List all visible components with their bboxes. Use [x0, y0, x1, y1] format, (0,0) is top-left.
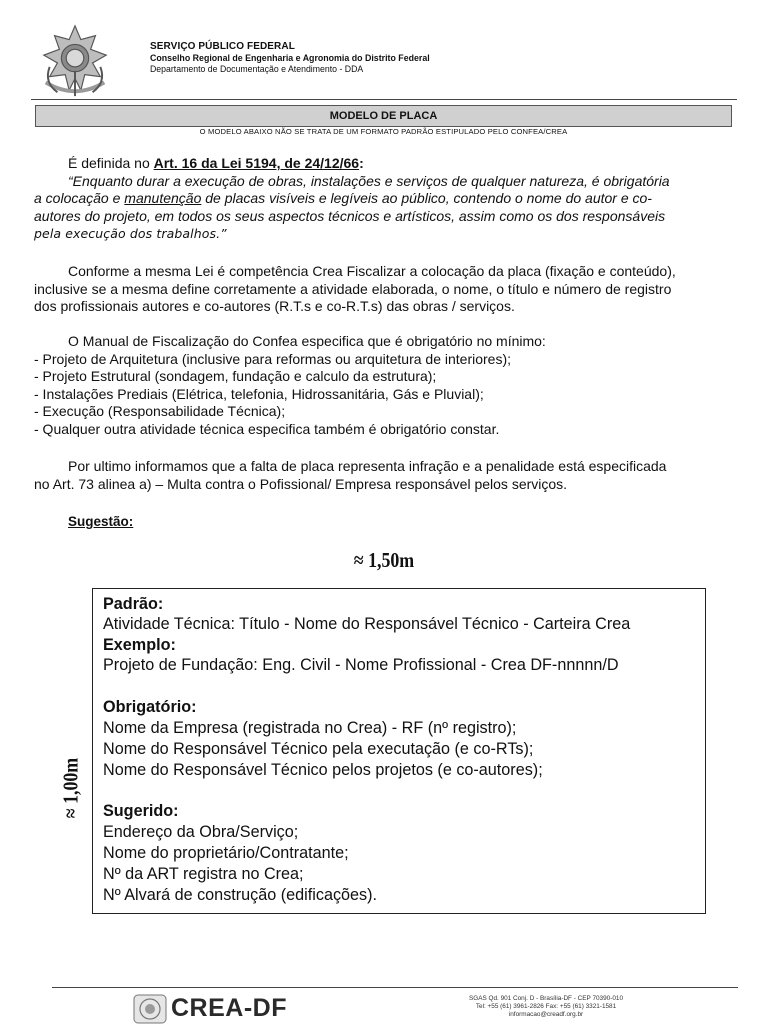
intro-lead: É definida no: [68, 155, 154, 171]
header-institution: SERVIÇO PÚBLICO FEDERAL: [150, 41, 295, 52]
list-item: - Projeto Estrutural (sondagem, fundação e calculo da estrutura);: [34, 368, 437, 384]
footer-divider: [52, 987, 738, 988]
paragraph-line: no Art. 73 alinea a) – Multa contra o Pofissional/ Empresa responsável pelos serviços.: [34, 475, 568, 492]
quote-underlined-word: manutenção: [124, 190, 202, 206]
footer-phones: Tel: +55 (61) 3961-2826 Fax: +55 (61) 3321-1581: [475, 1003, 617, 1010]
footer-email: informacao@creadf.org.br: [508, 1011, 584, 1018]
competence-paragraph: [34, 263, 746, 316]
plate-obrigatorio-item: Nome do Responsável Técnico pelos projetos (e co-autores);: [103, 761, 543, 779]
quote-line: “Enquanto durar a execução de obras, instalações e serviços de qualquer natureza, é obrigatória: [68, 172, 670, 189]
plate-sugerido-label: Sugerido:: [103, 802, 179, 820]
quote-line: a colocação e manutenção de placas visíveis e legíveis ao público, contendo o nome do autor e co-: [34, 190, 652, 206]
paragraph-line: Por ultimo informamos que a falta de placa representa infração e a penalidade está especificada: [68, 458, 667, 474]
suggestion-heading: Sugestão:: [68, 514, 134, 529]
quote-line: autores do projeto, em todos os seus aspectos técnicos e artísticos, assim como os dos responsáveis: [34, 207, 666, 224]
penalty-paragraph: [34, 458, 746, 493]
plate-padrao-text: Atividade Técnica: Título - Nome do Responsável Técnico - Carteira Crea: [103, 615, 631, 633]
law-colon: :: [359, 155, 364, 171]
plate-height-label: ≈ 1,00m: [58, 757, 83, 819]
list-item: - Projeto de Arquitetura (inclusive para reformas ou arquitetura de interiores);: [34, 350, 512, 367]
plate-obrigatorio-label: Obrigatório:: [103, 698, 197, 716]
law-reference: Art. 16 da Lei 5194, de 24/12/66: [153, 155, 360, 171]
paragraph-line: dos profissionais autores e co-autores (R.T.s e co-R.T.s) das obras / serviços.: [34, 298, 515, 314]
list-item: - Qualquer outra atividade técnica especifica também é obrigatório constar.: [34, 420, 500, 437]
brazil-coat-of-arms-icon: [36, 22, 114, 100]
plate-obrigatorio-item: Nome do Responsável Técnico pela executação (e co-RTs);: [103, 740, 534, 758]
crea-df-logo: CREA-DF: [171, 994, 287, 1022]
plate-width-label: ≈ 1,50m: [353, 548, 415, 572]
list-item: - Instalações Prediais (Elétrica, telefonia, Hidrossanitária, Gás e Pluvial);: [34, 385, 484, 402]
header-divider: [31, 99, 737, 100]
header-council: Conselho Regional de Engenharia e Agronomia do Distrito Federal: [150, 53, 430, 64]
plate-sugerido-item: Nome do proprietário/Contratante;: [103, 844, 349, 862]
plate-obrigatorio-item: Nome da Empresa (registrada no Crea) - RF (nº registro);: [103, 719, 517, 737]
footer-address: SGAS Qd. 901 Conj. D - Brasília-DF - CEP 70390-010: [468, 995, 624, 1002]
list-item: - Execução (Responsabilidade Técnica);: [34, 403, 286, 419]
plate-padrao-label: Padrão:: [103, 595, 164, 613]
paragraph-line: inclusive se a mesma define corretamente a atividade elaborada, o nome, o título e número de registro: [34, 280, 672, 297]
intro-paragraph: [34, 155, 746, 243]
plate-sugerido-item: Nº Alvará de construção (edificações).: [103, 886, 378, 904]
plate-exemplo-text: Projeto de Fundação: Eng. Civil - Nome Profissional - Crea DF-nnnnn/D: [103, 656, 619, 674]
paragraph-line: Conforme a mesma Lei é competência Crea Fiscalizar a colocação da placa (fixação e conteúdo),: [68, 263, 676, 279]
plate-sugerido-item: Nº da ART registra no Crea;: [103, 865, 304, 883]
plate-exemplo-label: Exemplo:: [103, 636, 176, 654]
quote-line: pela execução dos trabalhos.”: [34, 226, 227, 241]
plate-sugerido-item: Endereço da Obra/Serviço;: [103, 823, 299, 841]
header-department: Departamento de Documentação e Atendimento - DDA: [150, 64, 364, 74]
page-title: MODELO DE PLACA: [35, 105, 732, 127]
manual-paragraph: [34, 333, 746, 438]
page-subtitle: O MODELO ABAIXO NÃO SE TRATA DE UM FORMATO PADRÃO ESTIPULADO PELO CONFEA/CREA: [199, 127, 568, 136]
paragraph-line: O Manual de Fiscalização do Confea especifica que é obrigatório no mínimo:: [68, 333, 546, 349]
crea-seal-icon: [133, 994, 167, 1024]
